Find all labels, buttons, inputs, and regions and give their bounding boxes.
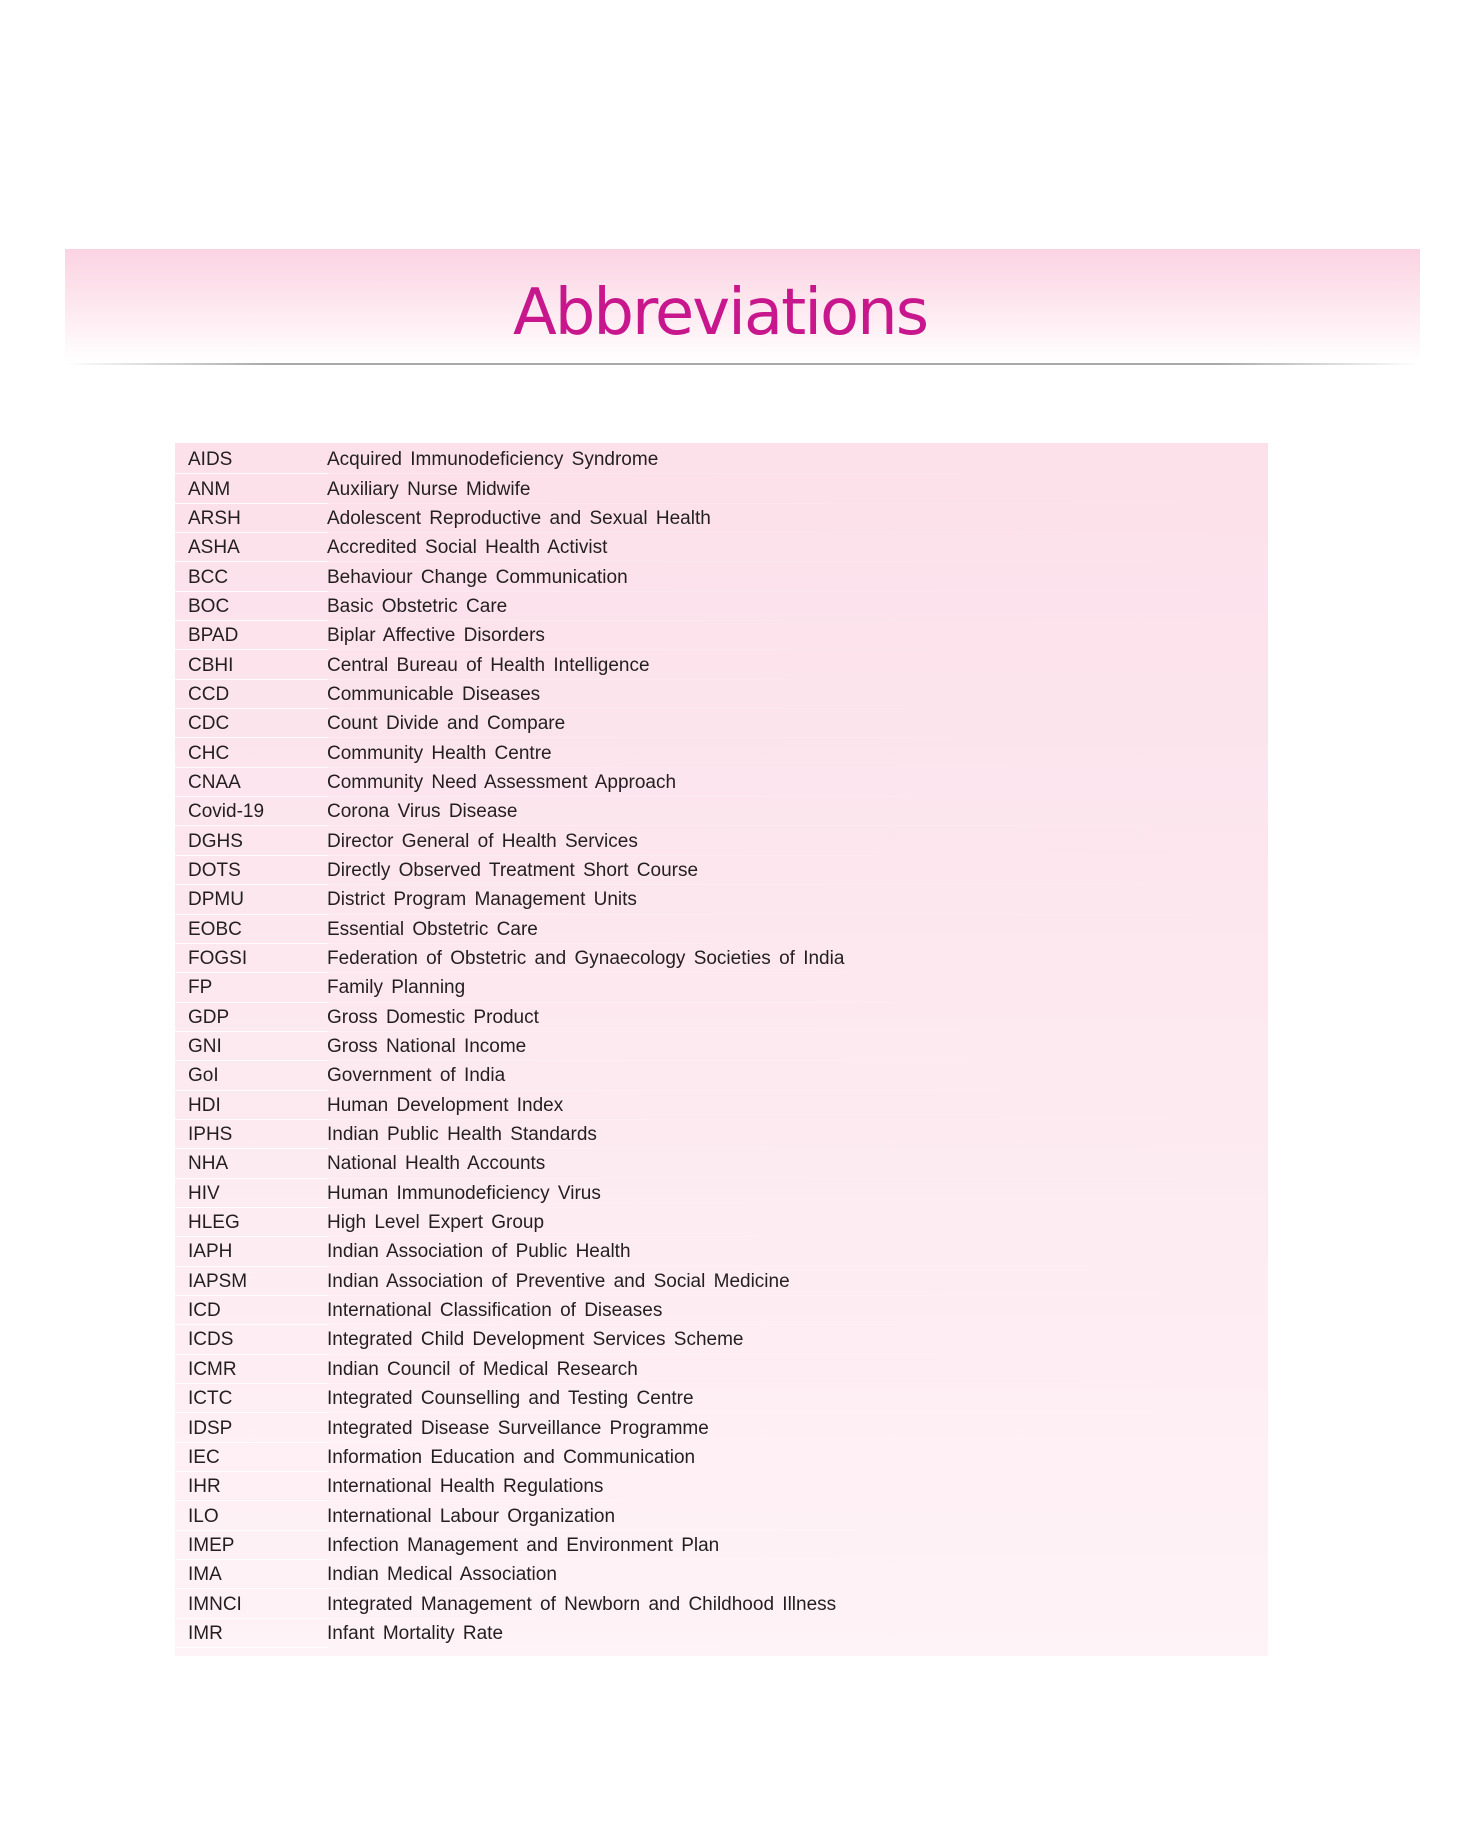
abbreviation-row: [175, 797, 1268, 826]
abbreviation-row: [175, 1501, 1268, 1530]
abbreviation-term: CHC: [188, 742, 230, 764]
abbreviation-term: ASHA: [188, 537, 240, 559]
abbreviation-meaning: Indian Council of Medical Research: [327, 1358, 638, 1380]
abbreviation-meaning: Adolescent Reproductive and Sexual Health: [327, 507, 711, 529]
abbreviation-term: CNAA: [188, 771, 241, 793]
abbreviation-row: [175, 1589, 1268, 1618]
abbreviation-row: [175, 1267, 1268, 1296]
abbreviation-term: BCC: [188, 566, 229, 588]
abbreviation-row: [175, 856, 1268, 885]
abbreviation-term: Covid-19: [188, 801, 265, 823]
abbreviation-row: [175, 1560, 1268, 1589]
abbreviation-term: BPAD: [188, 625, 239, 647]
abbreviation-term: IAPSM: [188, 1270, 248, 1292]
abbreviation-row: [175, 1208, 1268, 1237]
abbreviation-row: [175, 1443, 1268, 1472]
abbreviation-row: [175, 768, 1268, 797]
abbreviation-meaning: Indian Medical Association: [327, 1564, 557, 1586]
abbreviation-row: [175, 504, 1268, 533]
abbreviation-row: [175, 738, 1268, 767]
abbreviation-term: CDC: [188, 713, 230, 735]
abbreviation-term: ICTC: [188, 1388, 233, 1410]
abbreviation-row: [175, 650, 1268, 679]
abbreviation-row: [175, 1091, 1268, 1120]
abbreviation-term: IDSP: [188, 1417, 233, 1439]
abbreviation-row: [175, 826, 1268, 855]
page-title: Abbreviations: [512, 276, 928, 350]
abbreviation-row: [175, 1149, 1268, 1178]
abbreviation-meaning: Biplar Affective Disorders: [327, 625, 545, 647]
abbreviation-meaning: Basic Obstetric Care: [327, 595, 508, 617]
abbreviation-meaning: District Program Management Units: [327, 889, 637, 911]
abbreviation-row: [175, 1179, 1268, 1208]
abbreviation-row: [175, 562, 1268, 591]
abbreviation-term: CBHI: [188, 654, 234, 676]
abbreviation-meaning: Indian Association of Preventive and Social Medicine: [327, 1270, 790, 1292]
abbreviation-row: [175, 1296, 1268, 1325]
abbreviation-row: [175, 1413, 1268, 1442]
abbreviation-term: CCD: [188, 683, 230, 705]
abbreviation-term: FOGSI: [188, 948, 248, 970]
abbreviation-meaning: International Health Regulations: [327, 1476, 604, 1498]
abbreviation-meaning: Indian Public Health Standards: [327, 1124, 597, 1146]
abbreviation-meaning: Accredited Social Health Activist: [327, 537, 608, 559]
abbreviation-meaning: Information Education and Communication: [327, 1446, 696, 1468]
abbreviation-row: [175, 973, 1268, 1002]
abbreviation-meaning: Central Bureau of Health Intelligence: [327, 654, 650, 676]
abbreviation-meaning: Acquired Immunodeficiency Syndrome: [327, 449, 659, 471]
abbreviation-term: GDP: [188, 1006, 230, 1028]
abbreviation-meaning: Gross Domestic Product: [327, 1006, 539, 1028]
abbreviation-row: [175, 885, 1268, 914]
abbreviation-meaning: Communicable Diseases: [327, 683, 541, 705]
abbreviation-row: [175, 1032, 1268, 1061]
abbreviation-term: AIDS: [188, 449, 233, 471]
abbreviation-row: [175, 1325, 1268, 1354]
abbreviation-term: DGHS: [188, 830, 243, 852]
abbreviation-meaning: Count Divide and Compare: [327, 713, 566, 735]
abbreviation-row: [175, 1472, 1268, 1501]
abbreviation-term: GoI: [188, 1065, 219, 1087]
abbreviation-meaning: Integrated Disease Surveillance Programme: [327, 1417, 709, 1439]
abbreviation-term: BOC: [188, 595, 230, 617]
abbreviation-row: [175, 533, 1268, 562]
abbreviation-term: IMNCI: [188, 1593, 242, 1615]
abbreviation-meaning: Human Development Index: [327, 1094, 564, 1116]
abbreviation-row: [175, 1061, 1268, 1090]
abbreviation-term: DOTS: [188, 859, 241, 881]
abbreviation-row: [175, 1384, 1268, 1413]
abbreviation-meaning: Integrated Child Development Services Scheme: [327, 1329, 744, 1351]
abbreviation-meaning: Community Health Centre: [327, 742, 552, 764]
abbreviation-term: DPMU: [188, 889, 244, 911]
abbreviation-term: FP: [188, 977, 213, 999]
abbreviation-term: EOBC: [188, 918, 242, 940]
abbreviation-term: HLEG: [188, 1212, 240, 1234]
abbreviation-meaning: International Labour Organization: [327, 1505, 616, 1527]
abbreviation-meaning: Government of India: [327, 1065, 506, 1087]
abbreviation-row: [175, 709, 1268, 738]
abbreviation-term: IMEP: [188, 1534, 235, 1556]
abbreviation-term: NHA: [188, 1153, 229, 1175]
abbreviation-meaning: Indian Association of Public Health: [327, 1241, 631, 1263]
abbreviation-term: IMR: [188, 1622, 223, 1644]
abbreviation-term: ICD: [188, 1300, 221, 1322]
abbreviation-meaning: Corona Virus Disease: [327, 801, 518, 823]
abbreviation-meaning: Gross National Income: [327, 1036, 527, 1058]
abbreviation-meaning: Behaviour Change Communication: [327, 566, 628, 588]
title-divider: [65, 363, 1420, 365]
abbreviation-term: ICDS: [188, 1329, 234, 1351]
abbreviation-term: ILO: [188, 1505, 219, 1527]
abbreviation-list: [175, 445, 1268, 1648]
abbreviation-term: HDI: [188, 1094, 221, 1116]
abbreviation-meaning: Community Need Assessment Approach: [327, 771, 677, 793]
abbreviation-row: [175, 944, 1268, 973]
abbreviation-meaning: Integrated Counselling and Testing Centre: [327, 1388, 694, 1410]
abbreviation-row: [175, 474, 1268, 503]
abbreviation-row: [175, 680, 1268, 709]
abbreviation-meaning: Human Immunodeficiency Virus: [327, 1182, 601, 1204]
abbreviation-term: ICMR: [188, 1358, 237, 1380]
abbreviation-term: IAPH: [188, 1241, 233, 1263]
abbreviation-term: ANM: [188, 478, 231, 500]
abbreviation-meaning: Director General of Health Services: [327, 830, 638, 852]
abbreviation-row: [175, 915, 1268, 944]
abbreviation-row: [175, 1531, 1268, 1560]
abbreviation-meaning: Federation of Obstetric and Gynaecology Societies of India: [327, 948, 845, 970]
abbreviation-term: IHR: [188, 1476, 221, 1498]
abbreviation-row: [175, 1237, 1268, 1266]
abbreviation-meaning: Infant Mortality Rate: [327, 1622, 504, 1644]
abbreviation-meaning: Family Planning: [327, 977, 466, 999]
abbreviation-term: IMA: [188, 1564, 222, 1586]
abbreviation-row: [175, 1120, 1268, 1149]
abbreviation-row: [175, 445, 1268, 474]
abbreviation-meaning: National Health Accounts: [327, 1153, 546, 1175]
abbreviation-term: IPHS: [188, 1124, 233, 1146]
abbreviation-meaning: High Level Expert Group: [327, 1212, 545, 1234]
abbreviation-meaning: Essential Obstetric Care: [327, 918, 538, 940]
abbreviation-meaning: Infection Management and Environment Plan: [327, 1534, 720, 1556]
abbreviation-term: IEC: [188, 1446, 220, 1468]
abbreviation-meaning: Directly Observed Treatment Short Course: [327, 859, 699, 881]
abbreviation-meaning: International Classification of Diseases: [327, 1300, 663, 1322]
abbreviation-meaning: Auxiliary Nurse Midwife: [327, 478, 531, 500]
abbreviation-row: [175, 1003, 1268, 1032]
abbreviation-term: ARSH: [188, 507, 241, 529]
abbreviation-row: [175, 1619, 1268, 1648]
abbreviation-term: GNI: [188, 1036, 222, 1058]
abbreviation-row: [175, 1355, 1268, 1384]
abbreviation-meaning: Integrated Management of Newborn and Childhood Illness: [327, 1593, 837, 1615]
abbreviation-term: HIV: [188, 1182, 220, 1204]
abbreviation-row: [175, 592, 1268, 621]
abbreviation-row: [175, 621, 1268, 650]
